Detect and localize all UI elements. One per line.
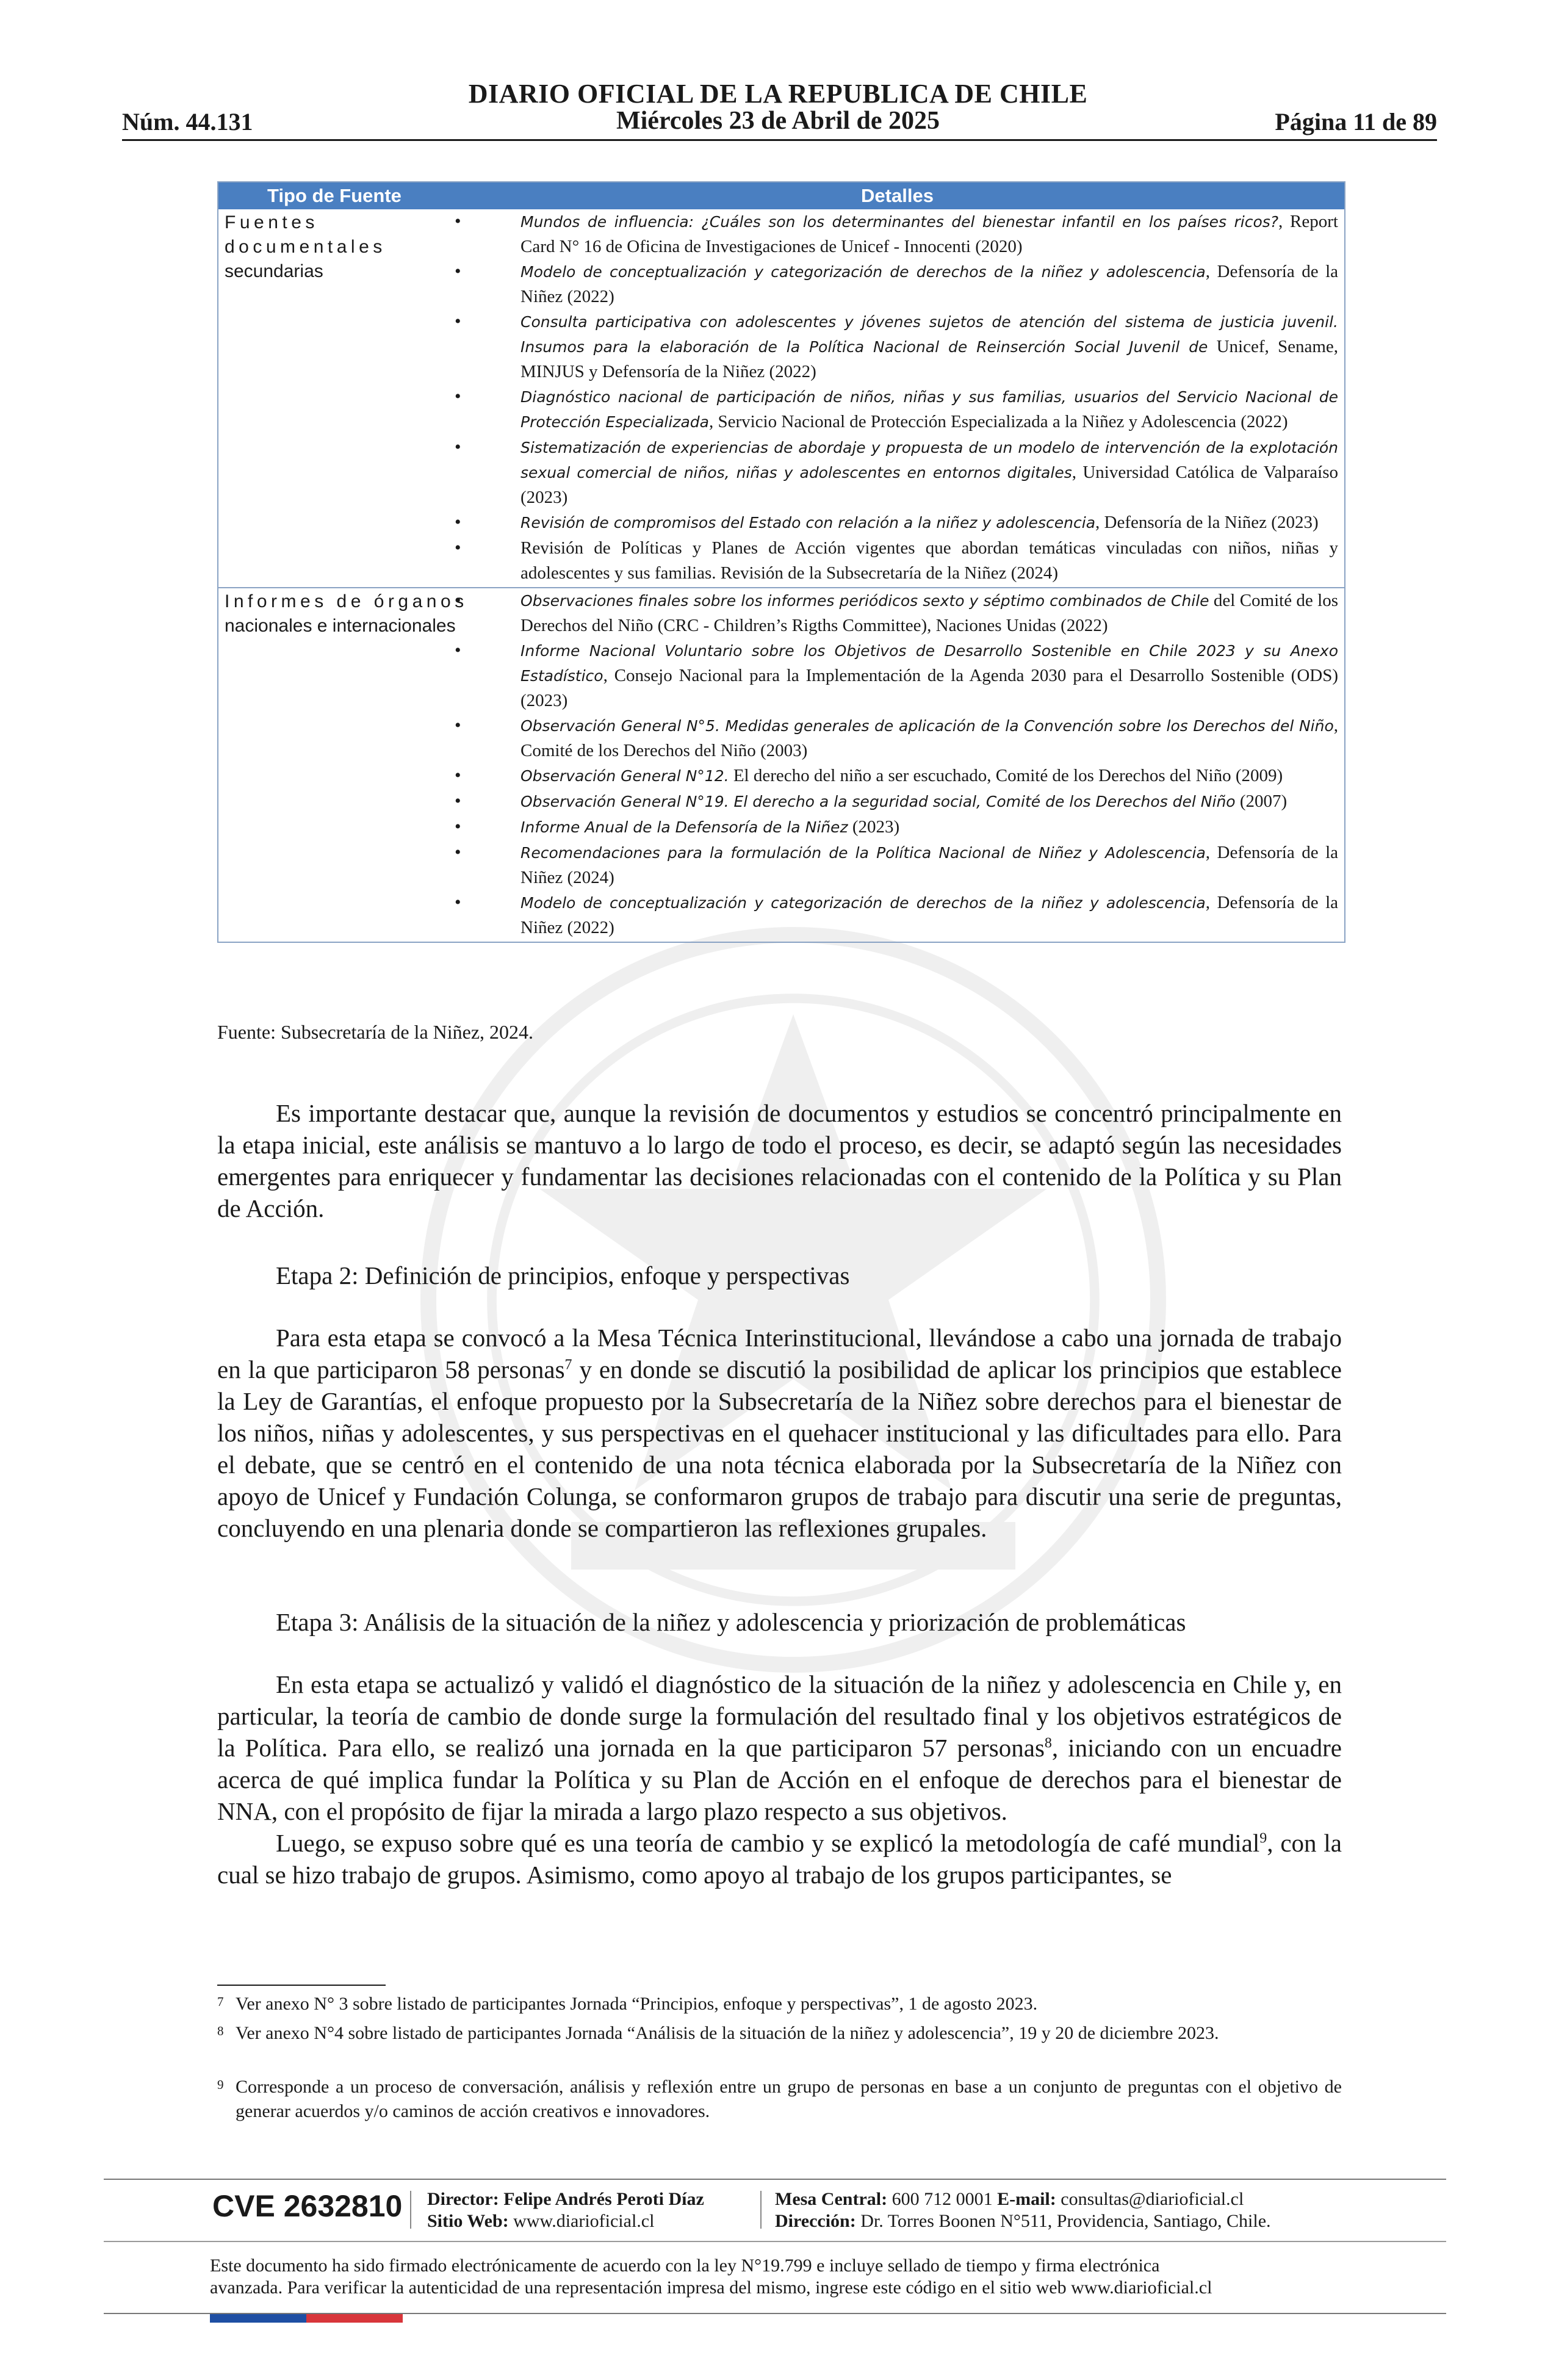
list-item: • Revisión de Políticas y Planes de Acción vigentes que abordan temáticas vinculadas con niños, niñas y adolescentes y sus familias. Revisión de la Subsecretaría de la Niñez (2024) [481, 536, 1338, 585]
flag-stripe-red [306, 2314, 403, 2323]
table-row [218, 209, 1344, 587]
list-item: • Observación General N°5. Medidas generales de aplicación de la Convención sobre los Derechos del Niño, Comité de los Derechos del Niño (2003) [481, 713, 1338, 763]
source-type-line1: Fuentes documentales [225, 212, 386, 257]
website-link[interactable]: www.diarioficial.cl [513, 2211, 655, 2231]
list-item: • Modelo de conceptualización y categorización de derechos de la niñez y adolescencia, Defensoría de la Niñez (2022) [481, 890, 1338, 940]
details-cell [481, 588, 1344, 942]
list-item: • Observación General N°19. El derecho a la seguridad social, Comité de los Derechos del Niño (2007) [481, 789, 1338, 814]
page-indicator: Página 11 de 89 [1275, 108, 1437, 135]
footer-top-rule [104, 2179, 1446, 2180]
gazette-title: DIARIO OFICIAL DE LA REPUBLICA DE CHILE [468, 79, 1088, 109]
footnote-ref: 7 [564, 1357, 572, 1373]
list-item: • Recomendaciones para la formulación de la Política Nacional de Niñez y Adolescencia, Defensoría de la Niñez (2024) [481, 840, 1338, 890]
footnote-ref: 9 [1259, 1830, 1267, 1847]
table-source-note: Fuente: Subsecretaría de la Niñez, 2024. [217, 1021, 534, 1043]
body-paragraph-1: Es importante destacar que, aunque la revisión de documentos y estudios se concentró principalmente en la etapa inicial, este análisis se mantuvo a lo largo de todo el proceso, es decir, se adaptó según las necesidades emergentes para enriquecer y fundamentar las decisiones relacionadas con el contenido de la Política y su Plan de Acción. [217, 1099, 1342, 1222]
footer-address: Dirección: Dr. Torres Boonen N°511, Providencia, Santiago, Chile. [775, 2211, 1271, 2231]
source-type-line2: nacionales e internacionales [225, 616, 456, 636]
table-row [218, 587, 1344, 942]
list-item: • Mundos de influencia: ¿Cuáles son los determinantes del bienestar infantil en los países ricos?, Report Card N° 16 de Oficina de Investigaciones de Unicef - Innocenti (2020) [481, 209, 1338, 259]
list-item: • Modelo de conceptualización y categorización de derechos de la niñez y adolescencia, Defensoría de la Niñez (2022) [481, 259, 1338, 309]
cve-code: CVE 2632810 [212, 2189, 403, 2223]
issue-date: Miércoles 23 de Abril de 2025 [616, 107, 940, 135]
details-list [481, 588, 1338, 940]
footer-contact: Mesa Central: 600 712 0001 E-mail: consultas@diarioficial.cl [775, 2189, 1244, 2209]
issue-number: Núm. 44.131 [122, 108, 253, 135]
footnote: 8 Ver anexo N°4 sobre listado de participantes Jornada “Análisis de la situación de la niñez y adolescencia”, 19 y 20 de diciembre 2023. [217, 2023, 1219, 2043]
footer-website: Sitio Web: www.diarioficial.cl [427, 2211, 655, 2231]
col-header-type: Tipo de Fuente [267, 185, 402, 206]
footnote: 9 Corresponde a un proceso de conversación, análisis y reflexión entre un grupo de personas en base a un conjunto de preguntas con el objetivo de generar acuerdos y/o caminos de acción creativos e innovadores. [217, 2077, 1342, 2121]
list-item: • Informe Anual de la Defensoría de la Niñez (2023) [481, 815, 1338, 840]
footer-mid-rule [104, 2241, 1446, 2242]
footer-director: Director: Felipe Andrés Peroti Díaz [427, 2189, 704, 2209]
list-item: • Revisión de compromisos del Estado con relación a la niñez y adolescencia, Defensoría de la Niñez (2023) [481, 510, 1338, 535]
source-type-cell [218, 209, 481, 587]
signature-notice: Este documento ha sido firmado electrónicamente de acuerdo con la ley N°19.799 e incluye sellado de tiempo y firma electrónica avanzada. Para verificar la autenticidad de una representación impresa del mismo, ingrese este código en el sitio web www.diarioficial.cl [210, 2256, 1212, 2298]
details-cell [481, 209, 1344, 587]
source-type-line1: Informes de órganos [225, 591, 468, 611]
body-paragraph-4: Luego, se expuso sobre qué es una teoría de cambio y se explicó la metodología de café mundial$^9$, con la cual se hizo trabajo de grupos. Asimismo, como apoyo al trabajo de los grupos participantes, se [217, 1829, 1342, 1889]
source-type-line2: secundarias [225, 261, 323, 281]
list-item: • Consulta participativa con adolescentes y jóvenes sujetos de atención del sistema de justicia juvenil. Insumos para la elaboración de la Política Nacional de Reinserción Social Juvenil de Unicef, Sename, MINJUS y Defensoría de la Niñez (2022) [481, 309, 1338, 384]
col-header-details: Detalles [861, 185, 934, 206]
flag-stripe-blue [210, 2314, 306, 2323]
list-item: • Sistematización de experiencias de abordaje y propuesta de un modelo de intervención de la explotación sexual comercial de niños, niñas y adolescentes en entornos digitales, Universidad Católica de Valparaíso (2023) [481, 435, 1338, 510]
footer-separator [410, 2191, 411, 2229]
list-item: • Observación General N°12. El derecho del niño a ser escuchado, Comité de los Derechos del Niño (2009) [481, 763, 1338, 788]
email-link[interactable]: consultas@diarioficial.cl [1061, 2189, 1244, 2209]
footnote: 7 Ver anexo N° 3 sobre listado de participantes Jornada “Principios, enfoque y perspectivas”, 1 de agosto 2023. [217, 1994, 1038, 2014]
sources-table [217, 181, 1345, 943]
body-paragraph-3: En esta etapa se actualizó y validó el diagnóstico de la situación de la niñez y adolescencia en Chile y, en particular, la teoría de cambio de donde surge la formulación del resultado final y los objetivos estratégicos de la Política. Para ello, se realizó una jornada en la que participaron 57 personas$^8$, iniciando con un encuadre acerca de qué implica fundar la Política y su Plan de Acción en el enfoque de derechos para el bienestar de NNA, con el propósito de fijar la mirada a largo plazo respecto a sus objetivos. [217, 1670, 1342, 1825]
footnote-rule [217, 1985, 386, 1986]
list-item: • Informe Nacional Voluntario sobre los Objetivos de Desarrollo Sostenible en Chile 2023 y su Anexo Estadístico, Consejo Nacional para la Implementación de la Agenda 2030 para el Desarrollo Sostenible (ODS) (2023) [481, 638, 1338, 713]
list-item: • Diagnóstico nacional de participación de niños, niñas y sus familias, usuarios del Servicio Nacional de Protección Especializada, Servicio Nacional de Protección Especializada a la Niñez y Adolescencia (2022) [481, 384, 1338, 435]
footer-separator [760, 2191, 762, 2229]
source-type-cell [218, 588, 481, 942]
header-rule [122, 139, 1437, 141]
table-header-row [218, 182, 1344, 209]
stage-3-heading: Etapa 3: Análisis de la situación de la niñez y adolescencia y priorización de problemáticas [276, 1608, 1186, 1636]
stage-2-heading: Etapa 2: Definición de principios, enfoque y perspectivas [276, 1261, 850, 1289]
footnote-ref: 8 [1044, 1735, 1052, 1751]
list-item: • Observaciones finales sobre los informes periódicos sexto y séptimo combinados de Chile del Comité de los Derechos del Niño (CRC - Children’s Rigths Committee), Naciones Unidas (2022) [481, 588, 1338, 638]
body-paragraph-2: Para esta etapa se convocó a la Mesa Técnica Interinstitucional, llevándose a cabo una jornada de trabajo en la que participaron 58 personas$^7$ y en donde se discutió la posibilidad de aplicar los principios que establece la Ley de Garantías, el enfoque propuesto por la Subsecretaría de la Niñez sobre derechos para el bienestar de los niños, niñas y adolescentes, y sus perspectivas en el quehacer institucional y las dificultades para ello. Para el debate, que se centró en el contenido de una nota técnica elaborada por la Subsecretaría de la Niñez con apoyo de Unicef y Fundación Colunga, se conformaron grupos de trabajo para discutir una serie de preguntas, concluyendo en una plenaria donde se compartieron las reflexiones grupales. [217, 1324, 1342, 1542]
details-list [481, 209, 1338, 585]
